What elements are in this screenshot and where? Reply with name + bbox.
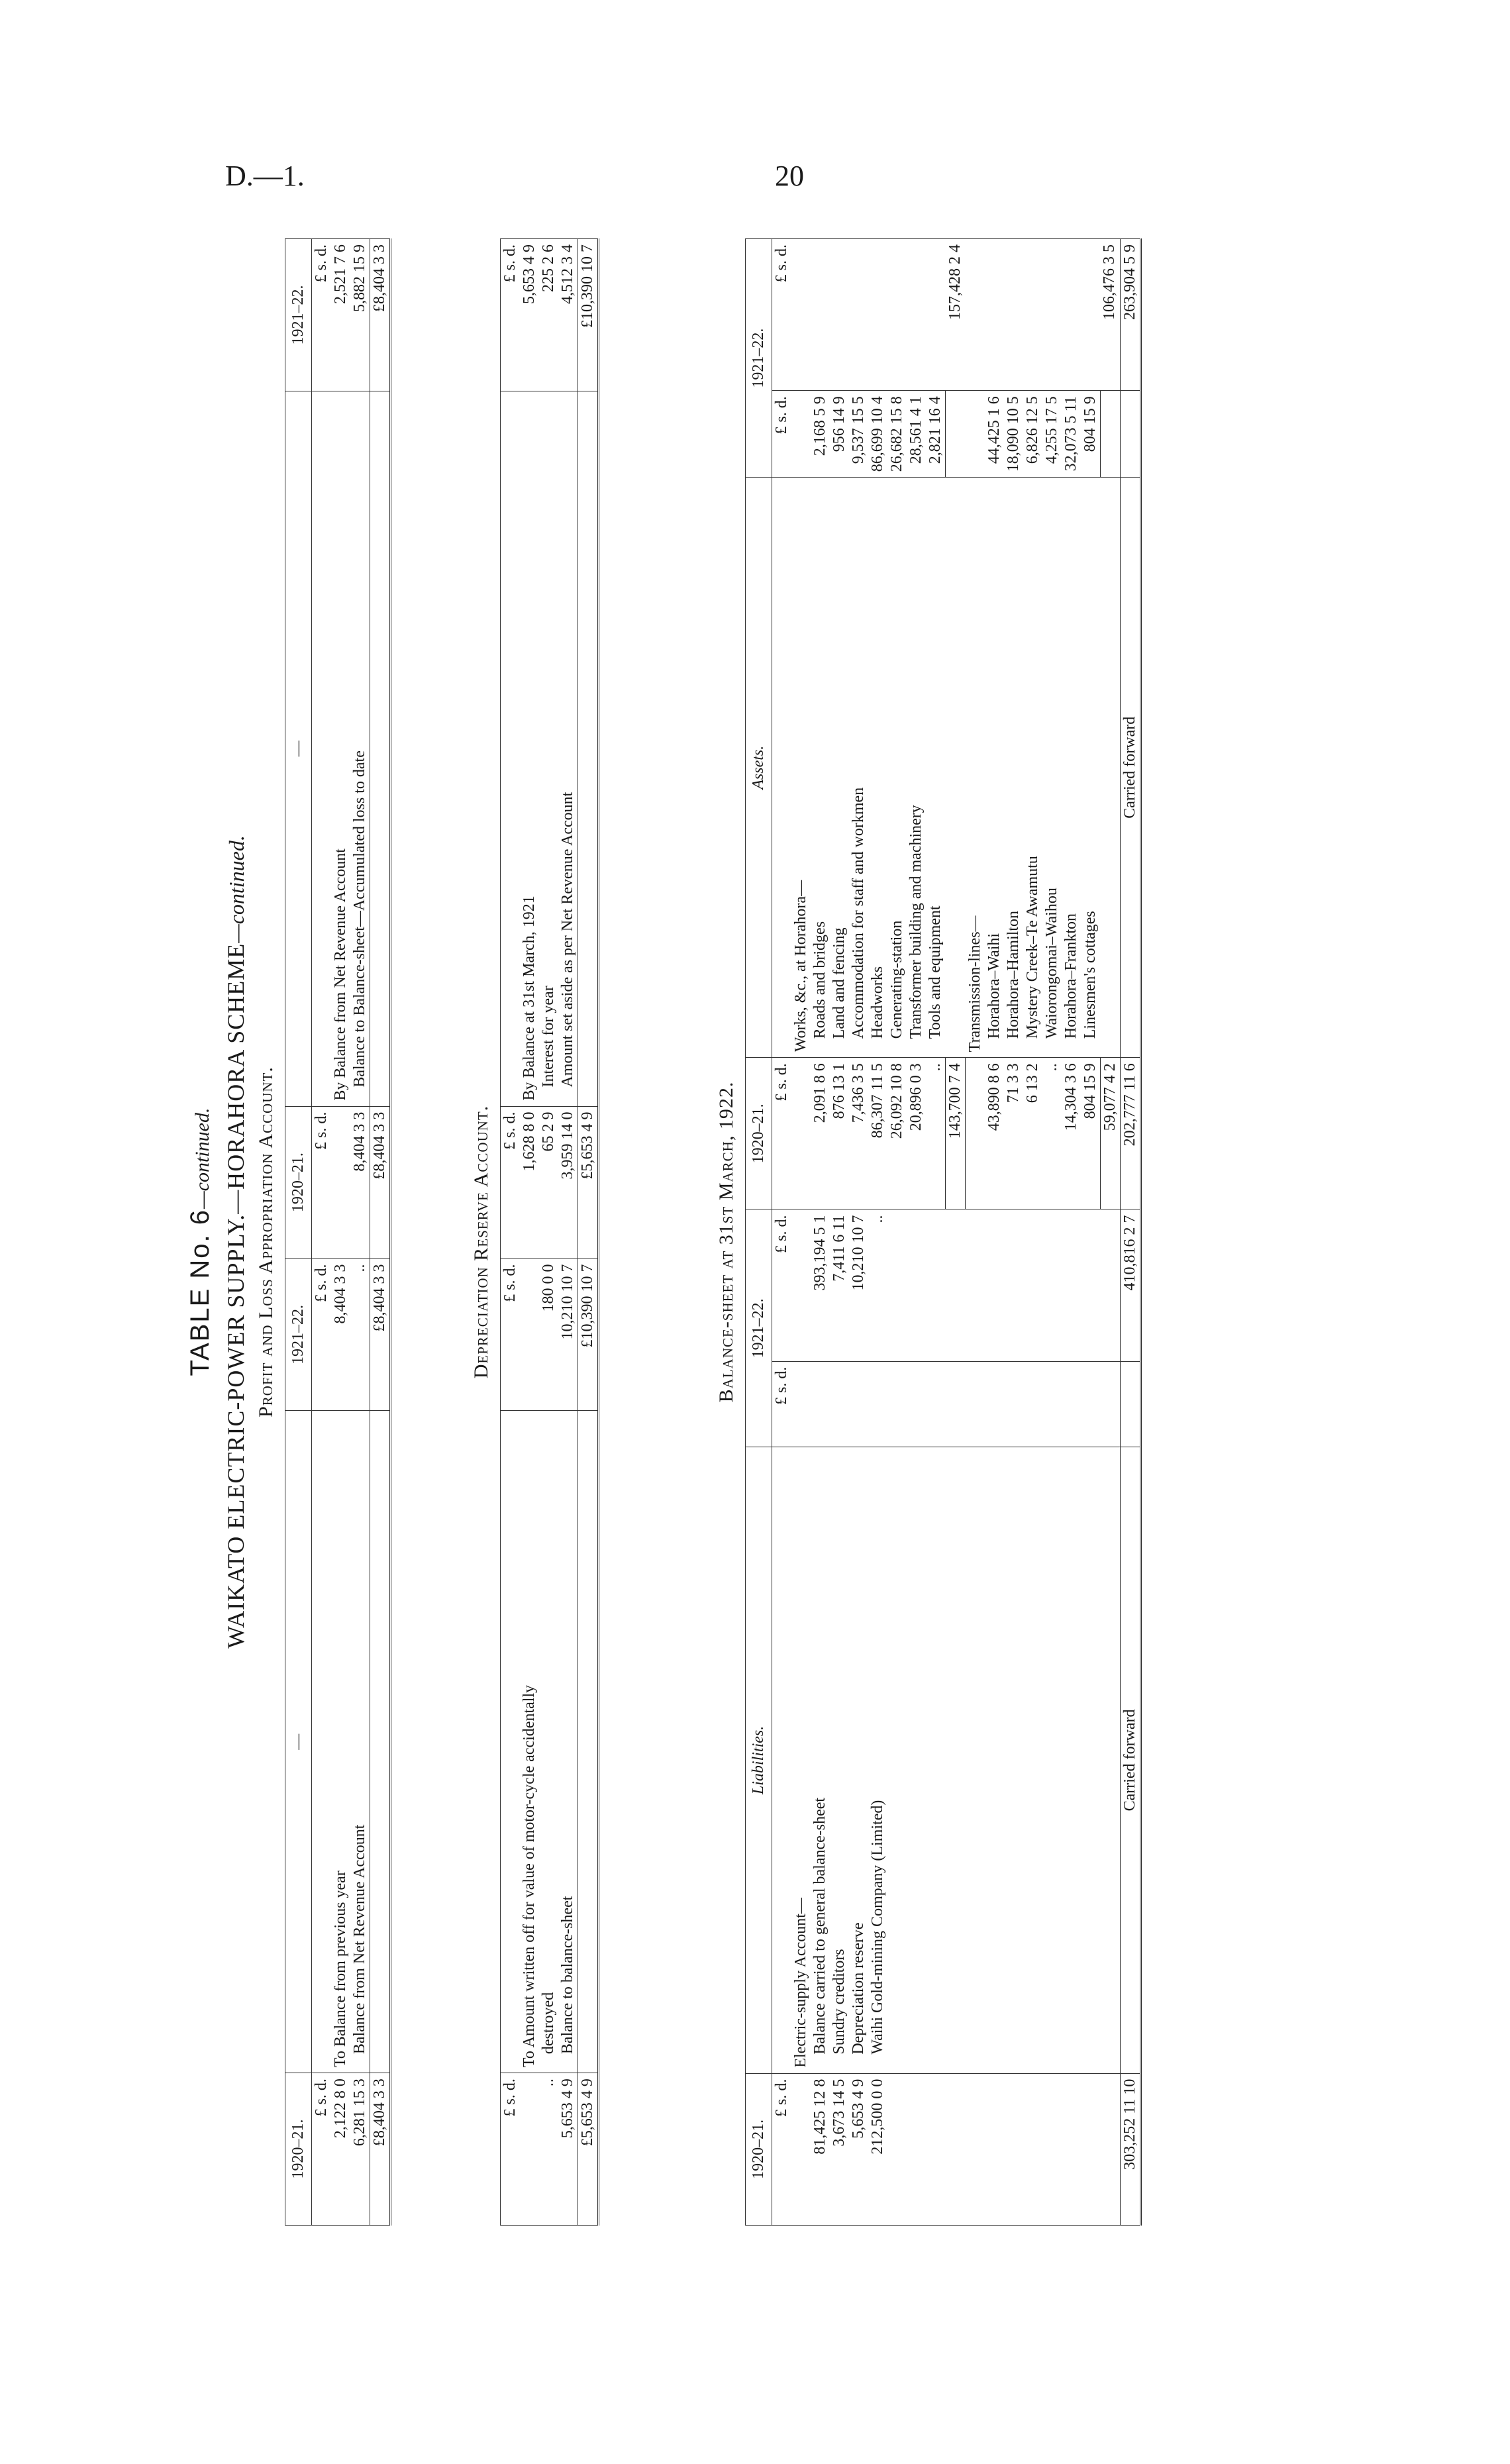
pl-row: 2,122 8 0 To Balance from previous year 8,404 3 3 By Balance from Net Revenue Account 2,521 7 6 bbox=[331, 239, 350, 2226]
bs-row: 20,896 0 3 Transformer building and machinery 28,561 4 1 bbox=[907, 239, 926, 2226]
dr-total-row: £5,653 4 9 £10,390 10 7 £5,653 4 9 £10,390 10 7 bbox=[578, 239, 599, 2226]
bs-row: .. Waiorongomai–Waihou 4,255 17 5 bbox=[1042, 239, 1062, 2226]
dr-row: .. destroyed 180 0 0 65 2 9 Interest for year 225 2 6 bbox=[539, 239, 558, 2226]
bs-row: 14,304 3 6 Horahora–Frankton 32,073 5 11 bbox=[1062, 239, 1081, 2226]
bs-table bbox=[745, 238, 1142, 2226]
pl-row: 6,281 15 3 Balance from Net Revenue Account .. 8,404 3 3 Balance to Balance-sheet—Accumulated loss to date 5,882 15 9 bbox=[350, 239, 370, 2226]
bs-row: 5,653 4 9 Depreciation reserve 10,210 10 7 7,436 3 5 Accommodation for staff and workmen 9,537 15 5 bbox=[849, 239, 868, 2226]
dr-row: To Amount written off for value of motor-cycle accidentally 1,628 8 0 By Balance at 31st March, 1921 5,653 4 9 bbox=[520, 239, 539, 2226]
rotated-page-content bbox=[185, 232, 1444, 2252]
bs-row: .. Tools and equipment 2,821 16 4 bbox=[926, 239, 946, 2226]
dr-row: 5,653 4 9 Balance to balance-sheet 10,210 10 7 3,959 14 0 Amount set aside as per Net Revenue Account 4,512 3 4 bbox=[558, 239, 578, 2226]
bs-row: 804 15 9 Linesmen's cottages 804 15 9 bbox=[1081, 239, 1101, 2226]
bs-row: Transmission-lines— bbox=[966, 239, 985, 2226]
pl-table bbox=[285, 238, 391, 2226]
bs-carried-forward-row: 303,252 11 10 Carried forward 410,816 2 7 202,777 11 6 Carried forward 263,904 5 9 bbox=[1120, 239, 1140, 2226]
pl-section-title: Profit and Loss Appropriation Account. bbox=[255, 1066, 277, 1417]
pl-total-row: £8,404 3 3 £8,404 3 3 £8,404 3 3 £8,404 3 3 bbox=[370, 239, 391, 2226]
table-title: TABLE No. 6—continued. bbox=[185, 1107, 215, 1376]
page-reference: D.—1. bbox=[225, 160, 305, 192]
bs-row: 143,700 7 4 157,428 2 4 bbox=[946, 239, 966, 2226]
bs-section-title: Balance-sheet at 31st March, 1922. bbox=[715, 1081, 737, 1403]
dr-section-title: Depreciation Reserve Account. bbox=[470, 1105, 492, 1379]
dr-table bbox=[500, 238, 599, 2226]
bs-row: Electric-supply Account— Works, &c., at Horahora— bbox=[791, 239, 811, 2226]
bs-header-row: 1920–21. Liabilities. 1921–22. 1920–21. Assets. 1921–22. bbox=[746, 239, 772, 2226]
bs-row: 81,425 12 8 Balance carried to general balance-sheet 393,194 5 1 2,091 8 6 Roads and bridges 2,168 5 9 bbox=[811, 239, 830, 2226]
page-number: 20 bbox=[775, 160, 804, 192]
bs-row: 3,673 14 5 Sundry creditors 7,411 6 11 876 13 1 Land and fencing 956 14 9 bbox=[830, 239, 849, 2226]
bs-row: 43,890 8 6 Horahora–Waihi 44,425 1 6 bbox=[985, 239, 1004, 2226]
dr-units-row: £ s. d. £ s. d. £ s. d. £ s. d. bbox=[501, 239, 521, 2226]
bs-units-row: £ s. d. £ s. d. £ s. d. £ s. d. £ s. d. £ s. d. bbox=[772, 239, 792, 2226]
pl-units-row: £ s. d. £ s. d. £ s. d. £ s. d. bbox=[312, 239, 332, 2226]
pl-header-row: 1920–21. — 1921–22. 1920–21. — 1921–22. bbox=[285, 239, 312, 2226]
bs-row: 71 3 3 Horahora–Hamilton 18,090 10 5 bbox=[1004, 239, 1023, 2226]
bs-row: 59,077 4 2 106,476 3 5 bbox=[1100, 239, 1120, 2226]
bs-row: 212,500 0 0 Waihi Gold-mining Company (Limited) .. 86,307 11 5 Headworks 86,699 10 4 bbox=[868, 239, 887, 2226]
bs-row: 26,092 10 8 Generating-station 26,682 15 8 bbox=[887, 239, 907, 2226]
scheme-title: WAIKATO ELECTRIC-POWER SUPPLY.—HORAHORA SCHEME—continued. bbox=[223, 835, 249, 1649]
bs-row: 6 13 2 Mystery Creek–Te Awamutu 6,826 12 5 bbox=[1023, 239, 1042, 2226]
